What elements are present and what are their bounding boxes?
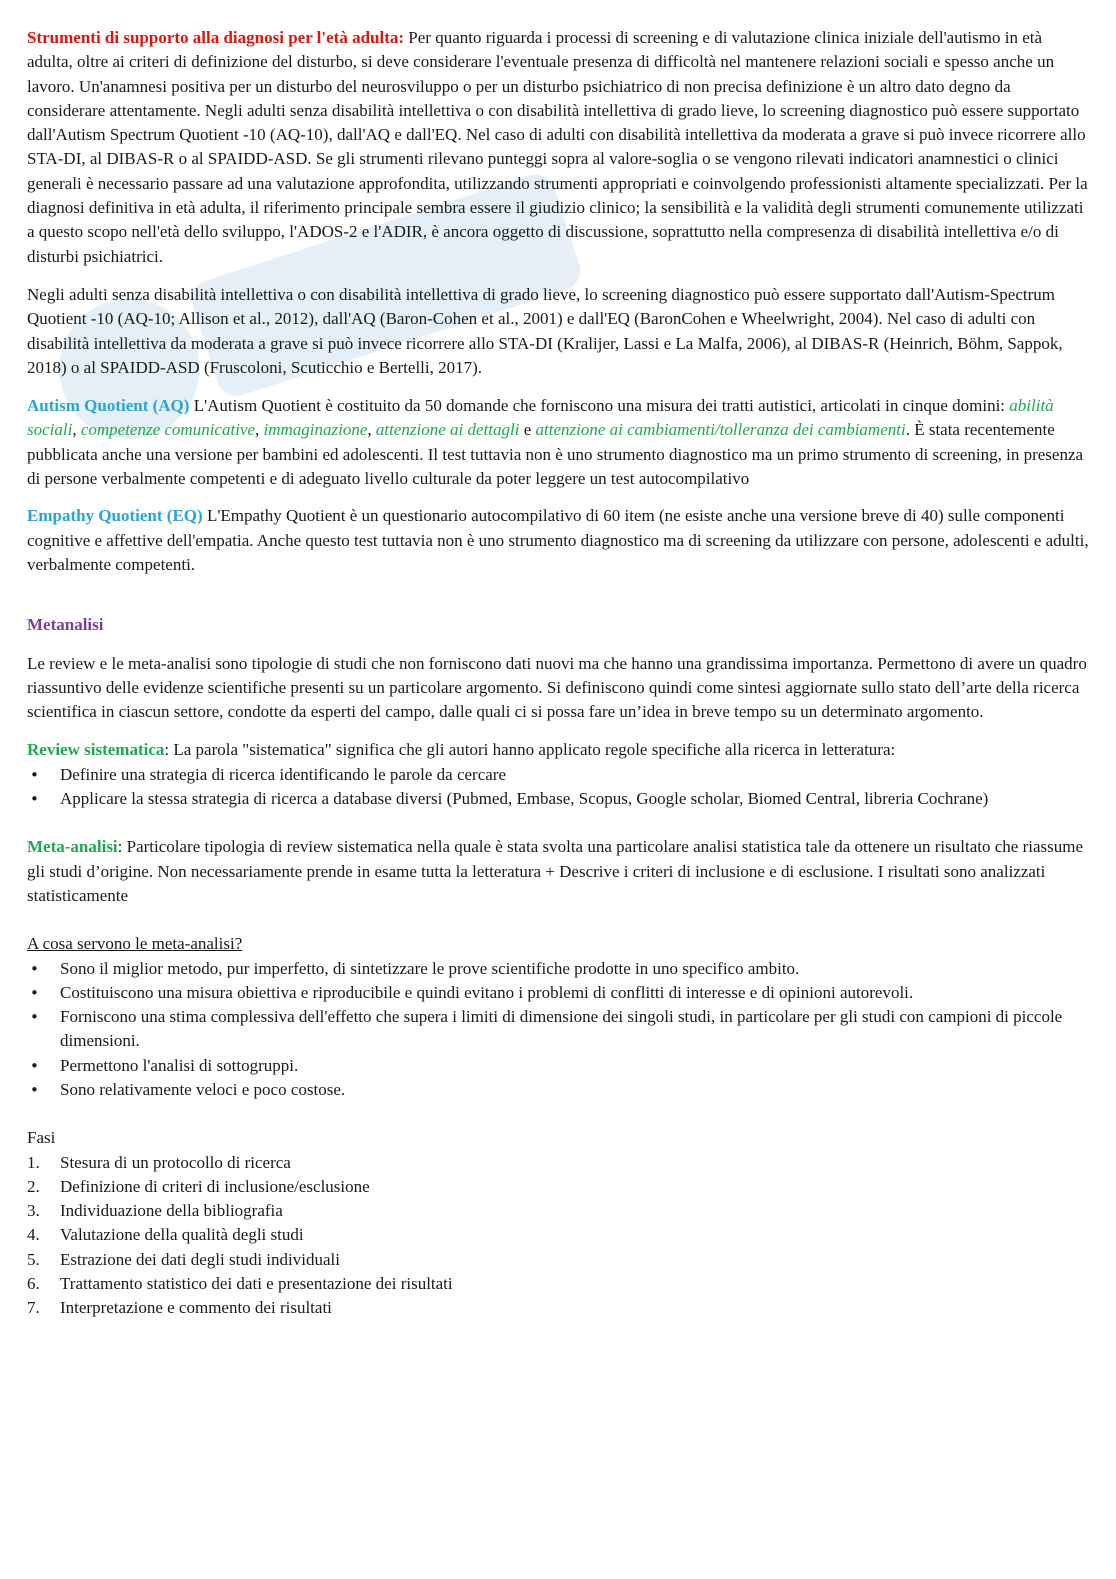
meta-heading: Meta-analisi [27,837,118,857]
aq-sep: e [519,420,536,440]
list-item: • Costituiscono una misura obiettiva e riproducibile e quindi evitano i problemi di conflitti di interesse e di opinioni autorevoli. [27,981,1091,1005]
metanalisi-paragraph: Le review e le meta-analisi sono tipologie di studi che non forniscono dati nuovi ma che hanno una grandissima importanza. Permettono di avere un quadro riassuntivo delle evidenze scientifiche presenti su un particolare argomento. Si definiscono quindi come sintesi aggiornate sullo stato dell’arte della ricerca scientifica in ciascun settore, condotte da esperti del campo, dalle quali ci si possa fare un’idea in breve tempo su un determinato argomento. [27,653,1087,722]
eq-paragraph [27,504,1091,577]
review-text: : La parola "sistematica" significa che gli autori hanno applicato regole specifiche alla ricerca in letteratura: [164,740,896,760]
list-item: • Applicare la stessa strategia di ricerca a database diversi (Pubmed, Embase, Scopus, Google scholar, Biomed Central, libreria Cochrane) [27,787,1091,811]
list-number: 5. [27,1249,40,1269]
eq-heading: Empathy Quotient (EQ) [27,506,203,526]
aq-domain: abilità sociali [27,396,1054,440]
aq-sep: , [255,420,264,440]
intro-paragraph [27,26,1091,269]
list-number: 4. [27,1225,40,1245]
intro-text: Per quanto riguarda i processi di screening e di valutazione clinica iniziale dell'autismo in età adulta, oltre ai criteri di definizione del disturbo, si deve considerare l'eventuale presenza di difficoltà nel mantenere relazioni sociali e spesso anche un lavoro. Un'anamnesi positiva per un disturbo del neurosviluppo o per un disturbo psichiatrico di non precisa definizione è un altro dato degno da considerare attentamente. Negli adulti senza disabilità intellettiva o con disabilità intellettiva di grado lieve, lo screening diagnostico può essere supportato dall'Autism Spectrum Quotient -10 (AQ-10), dall'AQ e dall'EQ. Nel caso di adulti con disabilità intellettiva da moderata a grave si può invece ricorrere allo STA-DI, al DIBAS-R o al SPAIDD-ASD. Se gli strumenti rilevano punteggi sopra al valore-soglia o se vengono rilevati indicatori anamnestici o clinici generali è necessario passare ad una valutazione approfondita, utilizzando strumenti appropriati e coinvolgendo professionisti altamente specializzati. Per la diagnosi definitiva in età adulta, il riferimento principale sembra essere il giudizio clinico; la sensibilità e la validità degli strumenti comunemente utilizzati a questo scopo nell'età dello sviluppo, l'ADOS-2 e l'ADIR, è ancora oggetto di discussione, soprattutto nella compresenza di disabilità intellettiva e/o di disturbi psichiatrici. [27,28,1088,266]
aq-heading: Autism Quotient (AQ) [27,396,190,416]
intro-heading: Strumenti di supporto alla diagnosi per l'età adulta: [27,28,405,47]
fasi-heading: Fasi [27,1128,56,1148]
uses-list [27,957,1091,1103]
list-item: • Forniscono una stima complessiva dell'effetto che supera i limiti di dimensione dei singoli studi, in particolare per gli studi con campioni di piccole dimensioni. [27,1005,1091,1054]
list-item: • Permettono l'analisi di sottogruppi. [27,1054,1091,1078]
aq-text: L'Autism Quotient è costituito da 50 domande che forniscono una misura dei tratti autistici, articolati in cinque domini: [189,396,1010,416]
list-item: • Sono il miglior metodo, pur imperfetto, di sintetizzare le prove scientifiche prodotte in uno specifico ambito. [27,957,1091,981]
aq-domain: attenzione ai cambiamenti/tolleranza dei cambiamenti [535,420,906,440]
list-text: Stesura di un protocollo di ricerca [60,1152,291,1172]
list-item [27,1248,1091,1272]
aq-domain: competenze comunicative [80,420,256,440]
list-item [27,1199,1091,1223]
review-heading: Review sistematica [27,740,165,760]
list-item [27,1175,1091,1199]
list-text: Estrazione dei dati degli studi individuali [60,1249,340,1269]
list-number: 6. [27,1274,40,1294]
meta-paragraph [27,835,1091,908]
list-number: 3. [27,1201,40,1221]
list-item [27,1223,1091,1247]
list-item [27,1151,1091,1175]
list-item [27,1296,1091,1320]
list-item: • Definire una strategia di ricerca identificando le parole da cercare [27,763,1091,787]
aq-domain: attenzione ai dettagli [375,420,520,440]
review-paragraph [27,738,1091,762]
list-text: Definizione di criteri di inclusione/esclusione [60,1176,370,1196]
references-paragraph: Negli adulti senza disabilità intellettiva o con disabilità intellettiva di grado lieve, lo screening diagnostico può essere supportato dall'Autism-Spectrum Quotient -10 (AQ-10; Allison et al., 2012), dall'AQ (Baron-Cohen et al., 2001) e dall'EQ (BaronCohen e Wheelwright, 2004). Nel caso di adulti con disabilità intellettiva da moderata a grave si può invece ricorrere allo STA-DI (Kralijer, Lassi e La Malfa, 2006), al DIBAS-R (Heinrich, Böhm, Sappok, 2018) o al SPAIDD-ASD (Fruscoloni, Scuticchio e Bertelli, 2017). [27,284,1063,377]
review-list [27,763,1091,812]
aq-sep: , [72,420,81,440]
list-number: 2. [27,1176,40,1196]
list-text: Individuazione della bibliografia [60,1201,283,1221]
list-number: 7. [27,1298,40,1318]
list-text: Interpretazione e commento dei risultati [60,1298,332,1318]
uses-heading: A cosa servono le meta-analisi? [27,934,243,954]
aq-text: . È stata recentemente pubblicata anche una versione per bambini ed adolescenti. Il test tuttavia non è uno strumento diagnostico ma un primo strumento di screening, in presenza di persone verbalmente competenti e di adeguato livello culturale da poter leggere un test autocompilativo [27,420,1084,489]
aq-domain: immaginazione [263,420,368,440]
list-text: Trattamento statistico dei dati e presentazione dei risultati [60,1274,453,1294]
aq-sep: , [367,420,376,440]
list-text: Valutazione della qualità degli studi [60,1225,304,1245]
list-item: • Sono relativamente veloci e poco costose. [27,1078,1091,1102]
meta-text: : Particolare tipologia di review sistematica nella quale è stata svolta una particolare analisi statistica tale da ottenere un risultato che riassume gli studi d’origine. Non necessariamente prende in esame tutta la letteratura + Descrive i criteri di inclusione e di esclusione. I risultati sono analizzati statisticamente [27,837,1083,905]
eq-text: L'Empathy Quotient è un questionario autocompilativo di 60 item (ne esiste anche una versione breve di 40) sulle componenti cognitive e affettive dell'empatia. Anche questo test tuttavia non è uno strumento diagnostico ma di screening da utilizzare con persone, adolescenti e adulti, verbalmente competenti. [27,506,1089,574]
list-item [27,1272,1091,1296]
fasi-list [27,1151,1091,1321]
list-number: 1. [27,1152,40,1172]
metanalisi-heading: Metanalisi [27,615,104,635]
document-page [27,26,1091,1321]
aq-paragraph [27,394,1091,491]
